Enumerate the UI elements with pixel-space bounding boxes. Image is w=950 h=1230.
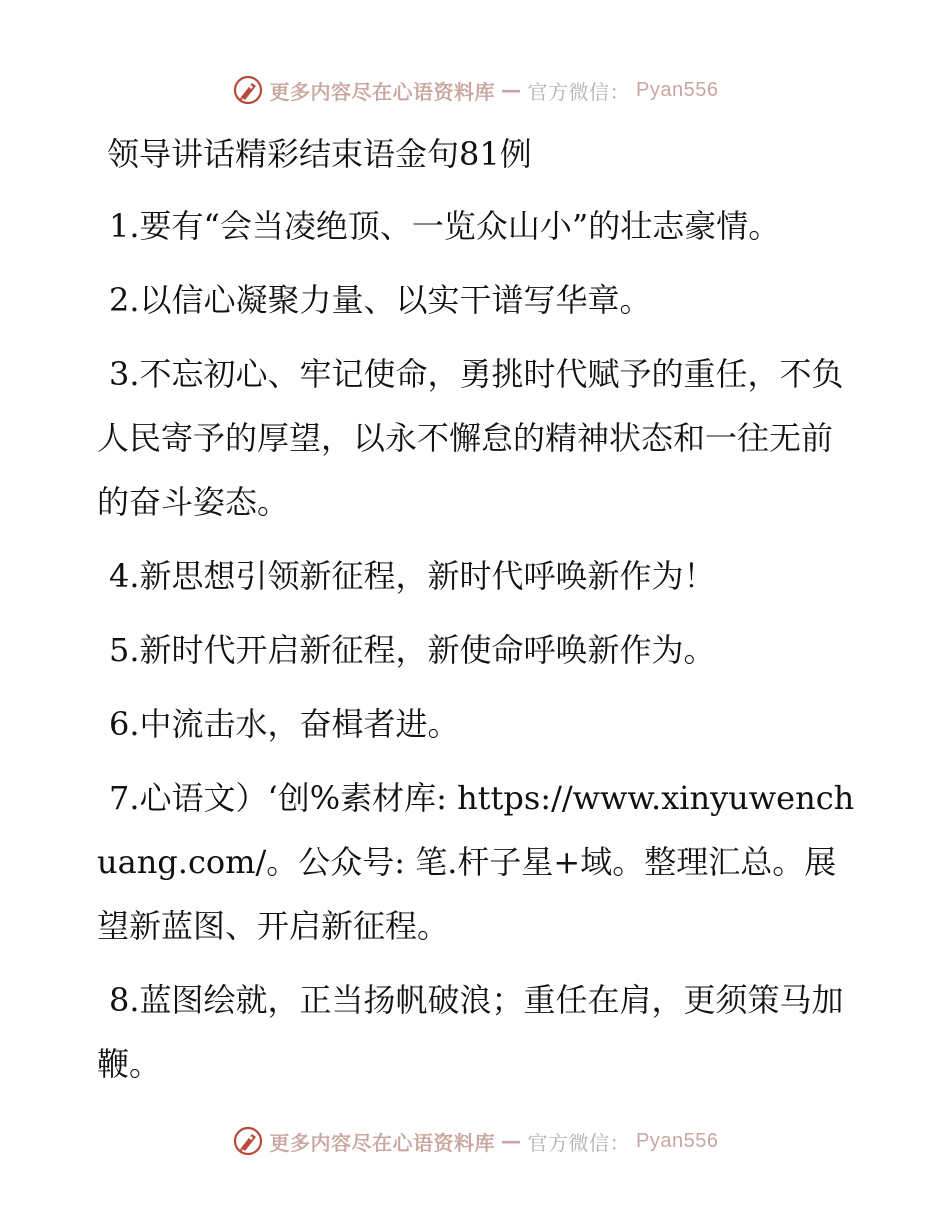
- pen-nib-logo-icon: [232, 74, 264, 106]
- item-number: 4.: [109, 557, 140, 595]
- watermark-official-label: 官方微信：: [527, 79, 631, 104]
- watermark-official-label: 官方微信：: [527, 1130, 631, 1155]
- document-body: [97, 120, 857, 1120]
- list-item: [97, 544, 857, 608]
- list-item: [97, 342, 857, 534]
- watermark-dash: —: [501, 1129, 522, 1153]
- item-text: 蓝图绘就，正当扬帆破浪；重任在肩，更须策马加鞭。: [97, 981, 844, 1083]
- watermark-brand: 更多内容尽在心语资料库: [269, 79, 496, 104]
- list-item: [97, 268, 857, 332]
- item-text: 新思想引领新征程，新时代呼唤新作为！: [139, 557, 716, 595]
- quote-list: [97, 194, 857, 1096]
- item-number: 2.: [109, 281, 140, 319]
- item-number: 8.: [109, 981, 140, 1019]
- item-text: 要有“会当凌绝顶、一览众山小”的壮志豪情。: [139, 207, 781, 245]
- list-item: [97, 194, 857, 258]
- item-text: 心语文）‘创%素材库: https://www.xinyuwenchuang.com/。公众号: 笔.杆子星+域。整理汇总。展望新蓝图、开启新征程。: [97, 779, 855, 945]
- item-number: 5.: [109, 631, 140, 669]
- list-item: [97, 968, 857, 1096]
- footer-watermark: [0, 1121, 950, 1161]
- item-number: 7.: [109, 779, 140, 817]
- header-watermark: [0, 70, 950, 110]
- watermark-dash: —: [501, 78, 522, 102]
- pen-nib-logo-icon: [232, 1125, 264, 1157]
- list-item: [97, 692, 857, 756]
- item-number: 6.: [109, 705, 140, 743]
- watermark-wechat-id: Pyan556: [636, 1129, 719, 1152]
- watermark-brand: 更多内容尽在心语资料库: [269, 1130, 496, 1155]
- document-title: 领导讲话精彩结束语金句81例: [107, 135, 532, 173]
- watermark-wechat-id: Pyan556: [636, 78, 719, 101]
- item-text: 不忘初心、牢记使命，勇挑时代赋予的重任，不负人民寄予的厚望，以永不懈怠的精神状态和一往无前的奋斗姿态。: [97, 355, 844, 521]
- item-text: 中流击水，奋楫者进。: [139, 705, 460, 743]
- item-number: 3.: [109, 355, 140, 393]
- list-item: [97, 618, 857, 682]
- item-text: 以信心凝聚力量、以实干谱写华章。: [139, 281, 652, 319]
- item-text: 新时代开启新征程，新使命呼唤新作为。: [139, 631, 716, 669]
- list-item: [97, 766, 857, 958]
- item-number: 1.: [109, 207, 140, 245]
